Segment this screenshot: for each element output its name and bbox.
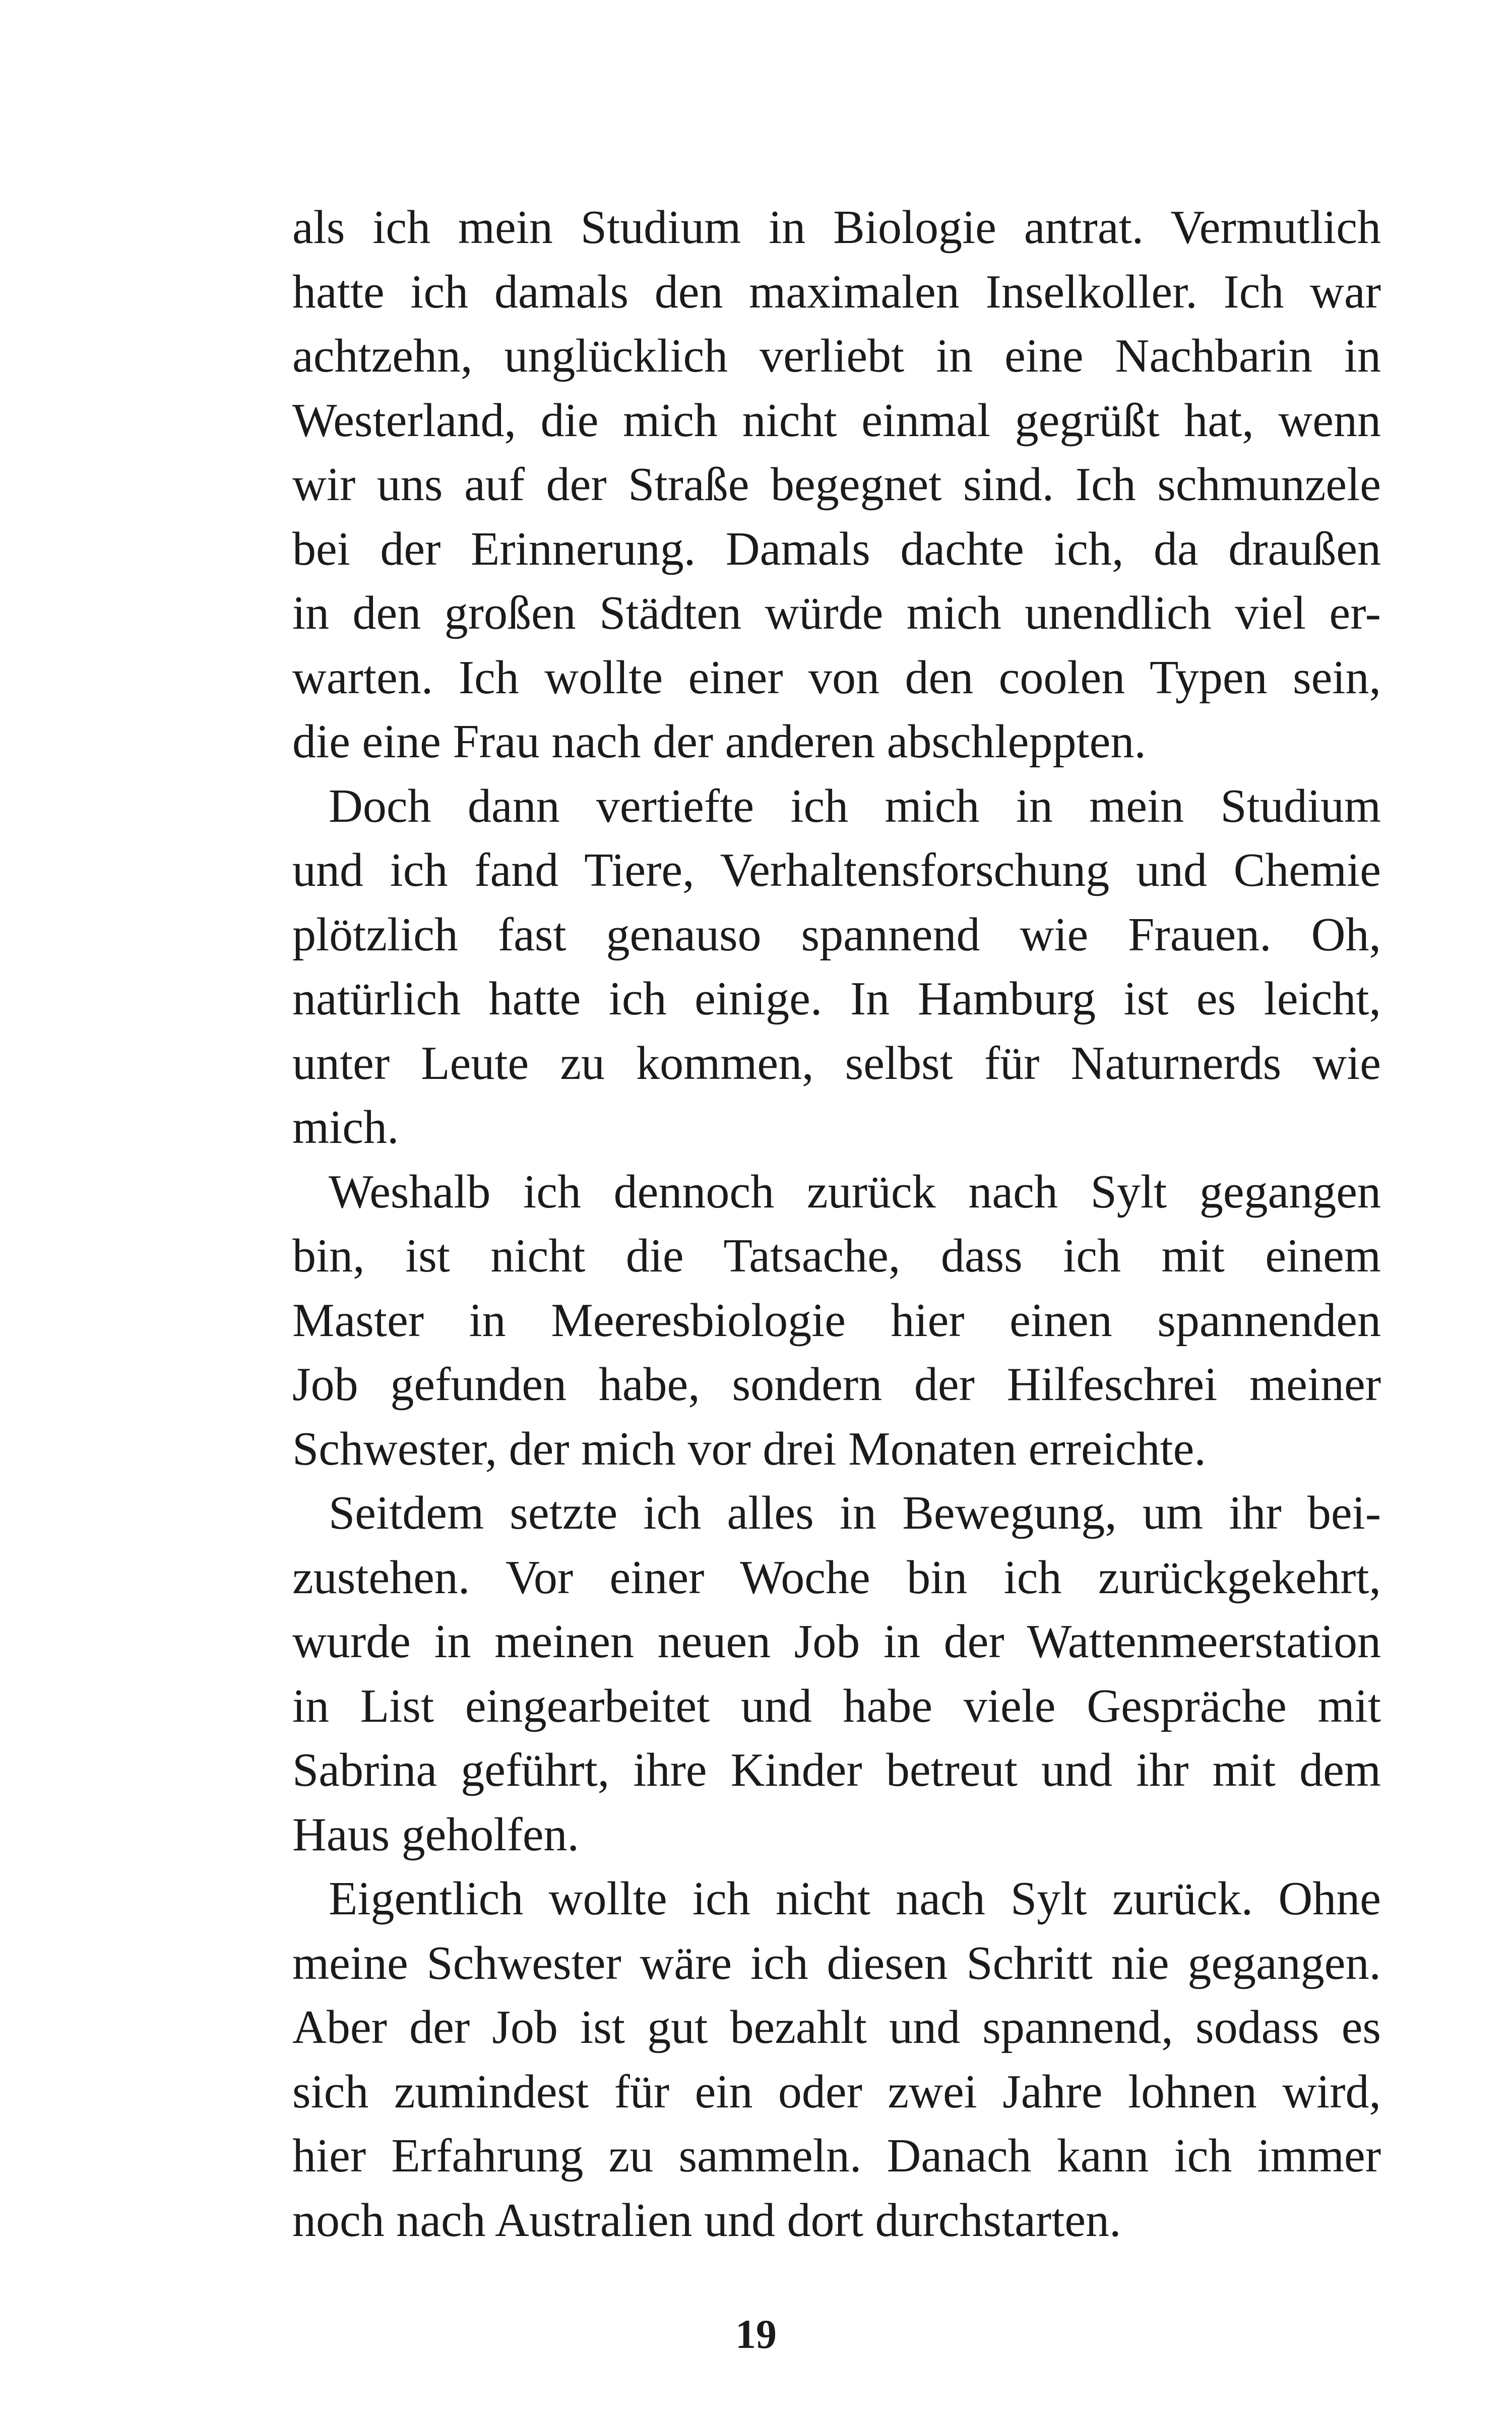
text-line: hier Erfahrung zu sammeln. Danach kann ich immer	[292, 2130, 1381, 2182]
text-line: bei der Erinnerung. Damals dachte ich, da draußen	[292, 522, 1381, 575]
text-line: meine Schwester wäre ich diesen Schritt nie gegangen.	[292, 1937, 1381, 1989]
text-line: achtzehn, unglücklich verliebt in eine Nachbarin in	[292, 330, 1381, 382]
text-line: als ich mein Studium in Biologie antrat. Vermutlich	[292, 201, 1381, 254]
text-line: die eine Frau nach der anderen abschleppten.	[292, 715, 1146, 768]
text-line: Eigentlich wollte ich nicht nach Sylt zurück. Ohne	[329, 1872, 1381, 1925]
body-text	[292, 196, 1381, 2253]
text-line: Job gefunden habe, sondern der Hilfeschrei meiner	[292, 1358, 1381, 1411]
text-line: und ich fand Tiere, Verhaltensforschung und Chemie	[292, 844, 1381, 896]
text-line: in List eingearbeitet und habe viele Gespräche mit	[292, 1679, 1381, 1732]
text-line: Weshalb ich dennoch zurück nach Sylt gegangen	[329, 1165, 1381, 1218]
text-line: wir uns auf der Straße begegnet sind. Ich schmunzele	[292, 458, 1381, 511]
text-line: in den großen Städten würde mich unendlich viel er-	[292, 587, 1381, 639]
page-number: 19	[735, 2311, 777, 2357]
text-line: zustehen. Vor einer Woche bin ich zurückgekehrt,	[292, 1551, 1381, 1604]
text-line: bin, ist nicht die Tatsache, dass ich mit einem	[292, 1230, 1381, 1282]
text-line: Sabrina geführt, ihre Kinder betreut und ihr mit dem	[292, 1744, 1381, 1796]
text-line: natürlich hatte ich einige. In Hamburg ist es leicht,	[292, 973, 1381, 1025]
text-line: Aber der Job ist gut bezahlt und spannend, sodass es	[292, 2001, 1381, 2053]
text-line: Master in Meeresbiologie hier einen spannenden	[292, 1294, 1381, 1347]
text-line: Schwester, der mich vor drei Monaten erreichte.	[292, 1422, 1206, 1475]
text-line: noch nach Australien und dort durchstarten.	[292, 2194, 1121, 2247]
text-line: warten. Ich wollte einer von den coolen Typen sein,	[292, 651, 1381, 704]
text-line: mich.	[292, 1101, 399, 1154]
text-line: hatte ich damals den maximalen Inselkoller. Ich war	[292, 265, 1381, 318]
text-line: unter Leute zu kommen, selbst für Naturnerds wie	[292, 1037, 1381, 1090]
text-line: plötzlich fast genauso spannend wie Frauen. Oh,	[292, 908, 1381, 961]
text-line: sich zumindest für ein oder zwei Jahre lohnen wird,	[292, 2065, 1381, 2118]
text-line: Seitdem setzte ich alles in Bewegung, um ihr bei-	[329, 1487, 1381, 1539]
text-line: Westerland, die mich nicht einmal gegrüßt hat, wenn	[292, 394, 1381, 447]
text-line: wurde in meinen neuen Job in der Wattenmeerstation	[292, 1615, 1381, 1668]
text-line: Haus geholfen.	[292, 1808, 580, 1861]
text-line: Doch dann vertiefte ich mich in mein Studium	[329, 779, 1381, 832]
